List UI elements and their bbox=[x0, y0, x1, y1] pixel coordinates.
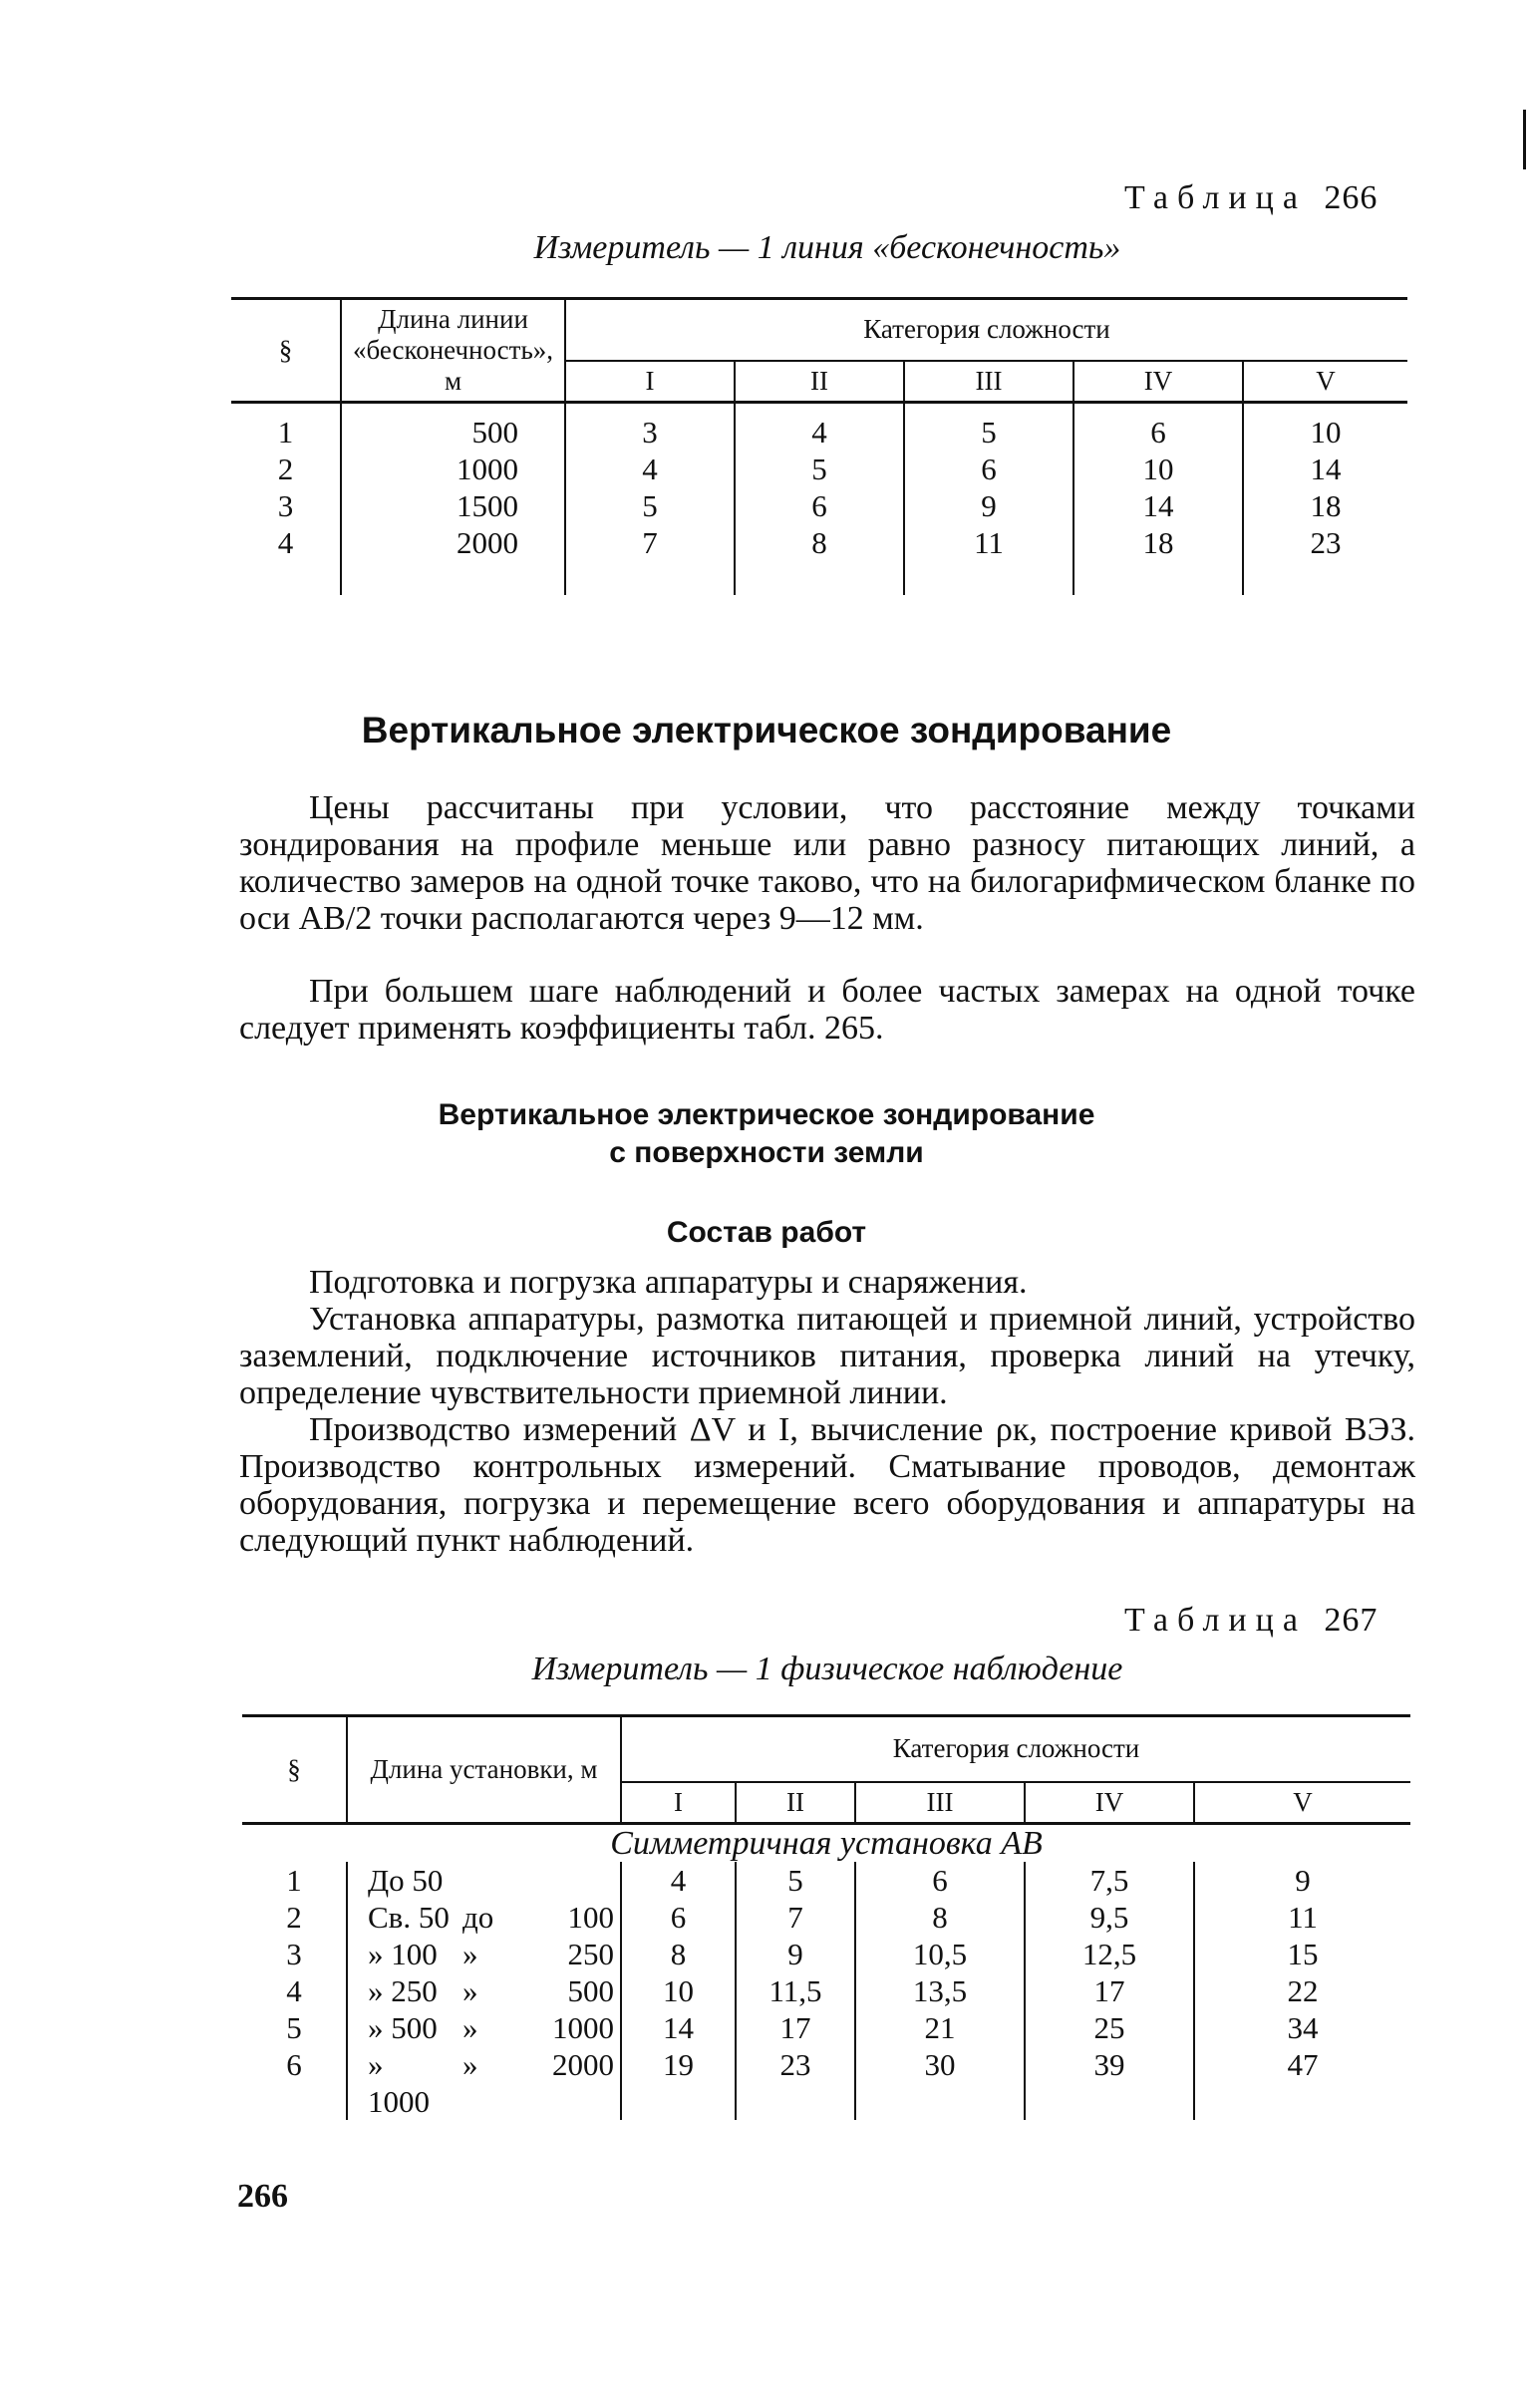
row-value-cat-5: 18 bbox=[1243, 487, 1407, 524]
table-row bbox=[231, 451, 1407, 487]
row-length: 1500 bbox=[341, 487, 565, 524]
row-value-cat-1: 4 bbox=[670, 1863, 687, 1899]
row-length-from: До 50 bbox=[347, 1862, 457, 1899]
row-value-cat-1: 10 bbox=[663, 1973, 694, 2009]
row-length: 1000 bbox=[341, 451, 565, 487]
row-number: 2 bbox=[277, 452, 294, 487]
row-length-connector: » bbox=[462, 1973, 478, 2009]
row-number: 6 bbox=[286, 2047, 302, 2083]
header-section: § bbox=[231, 299, 341, 403]
row-length-connector: до bbox=[462, 1900, 494, 1936]
header-cat-3: III bbox=[855, 1782, 1025, 1824]
row-value-cat-1: 6 bbox=[670, 1900, 687, 1936]
header-cat-5: V bbox=[1243, 361, 1407, 403]
row-length-connector: » bbox=[462, 1937, 478, 1972]
row-length-from: » 500 bbox=[347, 2009, 457, 2046]
row-number: 5 bbox=[286, 2010, 302, 2046]
row-value-cat-2: 9 bbox=[736, 1936, 855, 1972]
row-value-cat-3: 9 bbox=[904, 487, 1073, 524]
header-cat-4: IV bbox=[1025, 1782, 1194, 1824]
paragraph-coefficients: При большем шаге наблюдений и более частых замерах на одной точке следует применять коэффициенты табл. 265. bbox=[239, 973, 1415, 1047]
table-row bbox=[242, 1862, 1410, 1899]
row-value-cat-2: 11,5 bbox=[736, 1972, 855, 2009]
paragraph-conditions: Цены рассчитаны при условии, что расстояние между точками зондирования на профиле меньше или равно разносу питающих линий, а количество замеров на одной точке таково, что на билогарифмическом бланке по оси АВ/2 точки располагаются через 9—12 мм. bbox=[239, 789, 1415, 937]
header-length: Длина линии «бесконечность», м bbox=[341, 299, 565, 403]
table-266 bbox=[231, 297, 1407, 595]
row-value-cat-5: 22 bbox=[1194, 1972, 1410, 2009]
row-number: 3 bbox=[277, 488, 294, 524]
row-value-cat-5: 10 bbox=[1243, 414, 1407, 451]
row-length-connector: » bbox=[462, 2010, 478, 2046]
table-266-measure: Измеритель — 1 линия «бесконечность» bbox=[533, 229, 1121, 266]
row-value-cat-3: 6 bbox=[904, 451, 1073, 487]
header-section: § bbox=[242, 1716, 347, 1824]
row-value-cat-3: 8 bbox=[855, 1899, 1025, 1936]
row-value-cat-2: 6 bbox=[735, 487, 904, 524]
table-row bbox=[231, 414, 1407, 451]
row-length-connector: » bbox=[462, 2047, 478, 2083]
header-cat-5: V bbox=[1194, 1782, 1410, 1824]
row-value-cat-5: 9 bbox=[1194, 1862, 1410, 1899]
row-length-from: » 100 bbox=[347, 1936, 457, 1972]
row-value-cat-3: 11 bbox=[904, 524, 1073, 561]
row-value-cat-4: 14 bbox=[1073, 487, 1243, 524]
table-267 bbox=[242, 1714, 1410, 2120]
header-length: Длина установки, м bbox=[347, 1716, 621, 1824]
row-length-connector bbox=[457, 1862, 521, 1899]
header-cat-2: II bbox=[735, 361, 904, 403]
row-number: 4 bbox=[286, 1973, 302, 2009]
row-value-cat-1: 19 bbox=[663, 2047, 694, 2083]
row-value-cat-2: 17 bbox=[736, 2009, 855, 2046]
row-number: 1 bbox=[286, 1863, 302, 1899]
row-length-to: 1000 bbox=[521, 2009, 621, 2046]
header-cat-2: II bbox=[736, 1782, 855, 1824]
row-value-cat-4: 25 bbox=[1025, 2009, 1194, 2046]
works-item-2: Установка аппаратуры, размотка питающей и приемной линий, устройство заземлений, подключение источников питания, проверка линий на утечку, определение чувствительности приемной линии. bbox=[239, 1301, 1415, 1411]
table-caption-word: Таблица bbox=[1124, 179, 1307, 216]
row-value-cat-2: 7 bbox=[736, 1899, 855, 1936]
row-value-cat-4: 17 bbox=[1025, 1972, 1194, 2009]
table-caption-word: Таблица bbox=[1124, 1602, 1307, 1639]
works-item-3: Производство измерений ΔV и I, вычисление ρк, построение кривой ВЭЗ. Производство контрольных измерений. Сматывание проводов, демонтаж оборудования, погрузка и перемещение всего оборудования и аппаратуры на следующий пункт наблюдений. bbox=[239, 1411, 1415, 1559]
row-value-cat-1: 5 bbox=[565, 487, 735, 524]
header-category: Категория сложности bbox=[621, 1716, 1410, 1783]
row-value-cat-5: 47 bbox=[1194, 2046, 1410, 2120]
table-subcaption: Симметричная установка АВ bbox=[610, 1825, 1043, 1863]
table-number: 267 bbox=[1324, 1602, 1379, 1639]
works-title: Состав работ bbox=[666, 1216, 867, 1249]
row-value-cat-5: 14 bbox=[1243, 451, 1407, 487]
row-length-to: 250 bbox=[521, 1936, 621, 1972]
table-row bbox=[242, 1936, 1410, 1972]
row-value-cat-2: 23 bbox=[736, 2046, 855, 2120]
header-cat-1: I bbox=[565, 361, 735, 403]
row-value-cat-2: 5 bbox=[736, 1862, 855, 1899]
row-length-to bbox=[521, 1862, 621, 1899]
table-267-measure: Измеритель — 1 физическое наблюдение bbox=[531, 1651, 1123, 1687]
row-value-cat-1: 14 bbox=[663, 2010, 694, 2046]
section-title: Вертикальное электрическое зондирование bbox=[361, 710, 1172, 751]
row-value-cat-3: 30 bbox=[855, 2046, 1025, 2120]
row-value-cat-4: 10 bbox=[1073, 451, 1243, 487]
row-length-from: » 1000 bbox=[347, 2046, 457, 2120]
row-length: 2000 bbox=[341, 524, 565, 561]
row-value-cat-1: 3 bbox=[565, 414, 735, 451]
row-length-to: 2000 bbox=[521, 2046, 621, 2120]
row-value-cat-3: 10,5 bbox=[855, 1936, 1025, 1972]
table-row bbox=[242, 2009, 1410, 2046]
page-number: 266 bbox=[237, 2178, 288, 2215]
row-number: 4 bbox=[277, 525, 294, 561]
row-value-cat-2: 5 bbox=[735, 451, 904, 487]
row-value-cat-2: 4 bbox=[735, 414, 904, 451]
row-value-cat-4: 9,5 bbox=[1025, 1899, 1194, 1936]
header-category: Категория сложности bbox=[565, 299, 1407, 362]
row-value-cat-2: 8 bbox=[735, 524, 904, 561]
row-length-from: Св. 50 bbox=[347, 1899, 457, 1936]
row-length-to: 500 bbox=[521, 1972, 621, 2009]
row-value-cat-3: 6 bbox=[855, 1862, 1025, 1899]
table-row bbox=[242, 1899, 1410, 1936]
row-value-cat-4: 6 bbox=[1073, 414, 1243, 451]
table-267-caption bbox=[1124, 1602, 1378, 1640]
subtitle-line-2: с поверхности земли bbox=[609, 1136, 924, 1169]
row-value-cat-4: 18 bbox=[1073, 524, 1243, 561]
table-row bbox=[242, 2046, 1410, 2120]
row-value-cat-5: 23 bbox=[1243, 524, 1407, 561]
header-cat-4: IV bbox=[1073, 361, 1243, 403]
table-number: 266 bbox=[1324, 179, 1379, 216]
subtitle-line-1: Вертикальное электрическое зондирование bbox=[438, 1098, 1095, 1131]
edge-mark bbox=[1523, 110, 1526, 169]
row-value-cat-5: 15 bbox=[1194, 1936, 1410, 1972]
table-row bbox=[231, 524, 1407, 561]
header-cat-1: I bbox=[621, 1782, 736, 1824]
row-value-cat-3: 13,5 bbox=[855, 1972, 1025, 2009]
row-value-cat-1: 7 bbox=[565, 524, 735, 561]
row-value-cat-3: 21 bbox=[855, 2009, 1025, 2046]
table-266-caption bbox=[1124, 179, 1378, 217]
row-value-cat-4: 7,5 bbox=[1025, 1862, 1194, 1899]
row-number: 1 bbox=[277, 415, 294, 451]
table-row bbox=[231, 487, 1407, 524]
row-number: 3 bbox=[286, 1937, 302, 1972]
row-value-cat-1: 8 bbox=[670, 1937, 687, 1972]
row-value-cat-4: 12,5 bbox=[1025, 1936, 1194, 1972]
works-item-1: Подготовка и погрузка аппаратуры и снаряжения. bbox=[309, 1264, 1028, 1301]
row-number: 2 bbox=[286, 1900, 302, 1936]
row-length-from: » 250 bbox=[347, 1972, 457, 2009]
row-value-cat-5: 11 bbox=[1194, 1899, 1410, 1936]
row-value-cat-3: 5 bbox=[904, 414, 1073, 451]
row-length: 500 bbox=[341, 414, 565, 451]
table-row bbox=[242, 1972, 1410, 2009]
row-value-cat-1: 4 bbox=[565, 451, 735, 487]
row-value-cat-5: 34 bbox=[1194, 2009, 1410, 2046]
row-length-to: 100 bbox=[521, 1899, 621, 1936]
header-cat-3: III bbox=[904, 361, 1073, 403]
row-value-cat-4: 39 bbox=[1025, 2046, 1194, 2120]
